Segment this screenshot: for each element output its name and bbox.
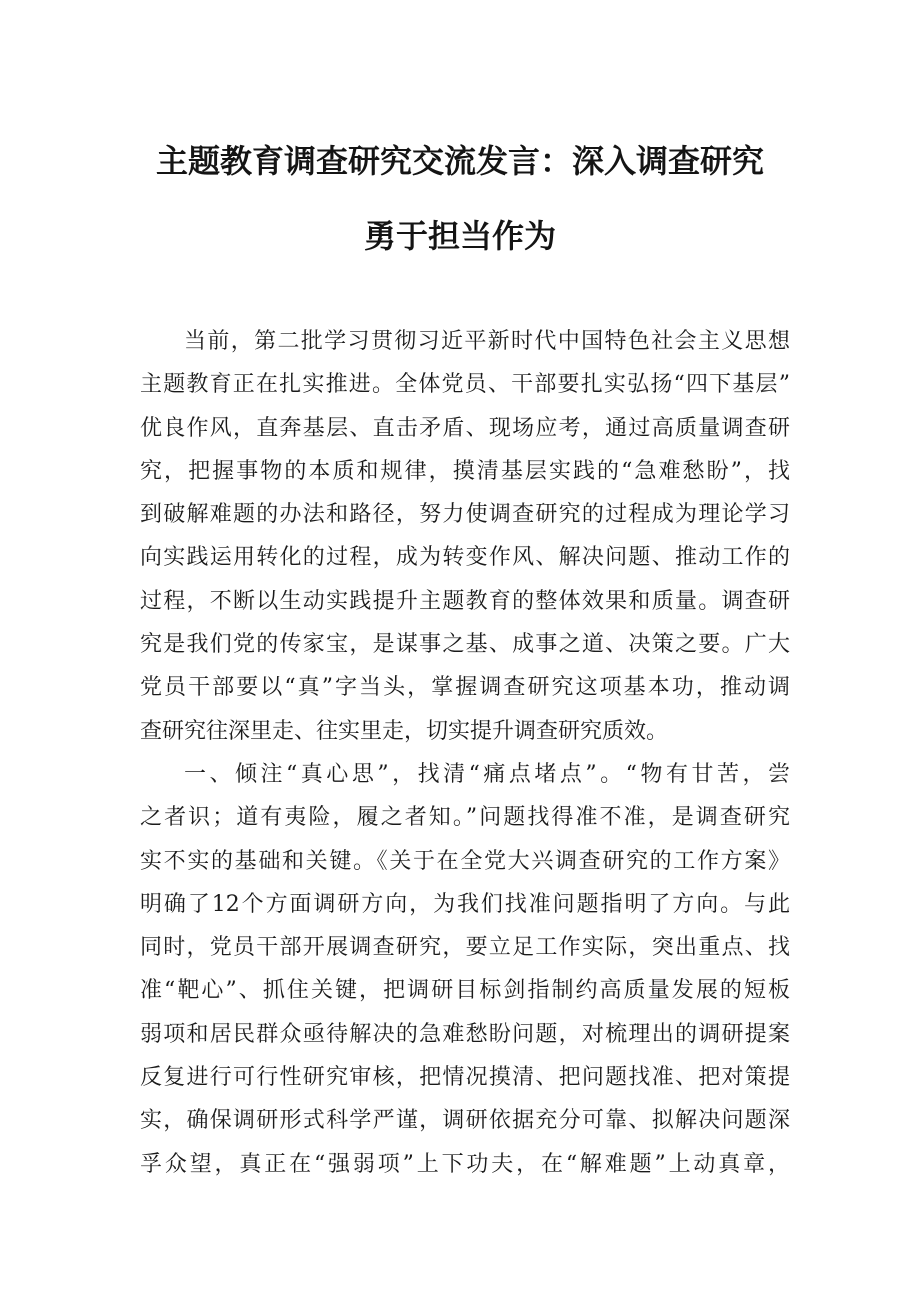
- paragraph-2-line: 孚众望，真正在“强弱项”上下功夫，在“解难题”上动真章，: [140, 1151, 790, 1177]
- document-title-line-1: 主题教育调查研究交流发言：深入调查研究: [155, 142, 764, 180]
- paragraph-2-line: 弱项和居民群众亟待解决的急难愁盼问题，对梳理出的调研提案: [140, 1021, 790, 1047]
- paragraph-2-line: 同时，党员干部开展调查研究，要立足工作实际，突出重点、找: [140, 935, 790, 961]
- paragraph-2-line: 准“靶心”、抓住关键，把调研目标剑指制约高质量发展的短板: [140, 978, 790, 1004]
- document-title-line-2: 勇于担当作为: [363, 217, 556, 255]
- paragraph-2-line: 之者识；道有夷险，履之者知。”问题找得准不准，是调查研究: [140, 805, 790, 831]
- paragraph-1-line: 过程，不断以生动实践提升主题教育的整体效果和质量。调查研: [140, 588, 790, 614]
- paragraph-1-line: 当前，第二批学习贯彻习近平新时代中国特色社会主义思想: [184, 329, 790, 354]
- paragraph-1-line: 到破解难题的办法和路径，努力使调查研究的过程成为理论学习: [140, 502, 790, 528]
- paragraph-1-line: 究，把握事物的本质和规律，摸清基层实践的“急难愁盼”，找: [140, 458, 790, 484]
- paragraph-1-line: 查研究往深里走、往实里走，切实提升调查研究质效。: [140, 718, 669, 744]
- paragraph-2-line: 实不实的基础和关键。《关于在全党大兴调查研究的工作方案》: [140, 848, 790, 874]
- paragraph-2-line: 明确了12个方面调研方向，为我们找准问题指明了方向。与此: [140, 891, 790, 917]
- paragraph-1-line: 究是我们党的传家宝，是谋事之基、成事之道、决策之要。广大: [140, 632, 790, 658]
- paragraph-2-line: 一、倾注“真心思”，找清“痛点堵点”。“物有甘苦，尝: [184, 761, 790, 787]
- document-body: [140, 320, 790, 1186]
- paragraph-1-line: 党员干部要以“真”字当头，掌握调查研究这项基本功，推动调: [140, 675, 790, 701]
- paragraph-1-line: 优良作风，直奔基层、直击矛盾、现场应考，通过高质量调查研: [140, 415, 790, 441]
- paragraph-2-line: 反复进行可行性研究审核，把情况摸清、把问题找准、把对策提: [140, 1065, 790, 1091]
- paragraph-1-line: 主题教育正在扎实推进。全体党员、干部要扎实弘扬“四下基层”: [140, 372, 790, 398]
- paragraph-2-line: 实，确保调研形式科学严谨，调研依据充分可靠、拟解决问题深: [140, 1108, 790, 1134]
- paragraph-1-line: 向实践运用转化的过程，成为转变作风、解决问题、推动工作的: [140, 545, 790, 571]
